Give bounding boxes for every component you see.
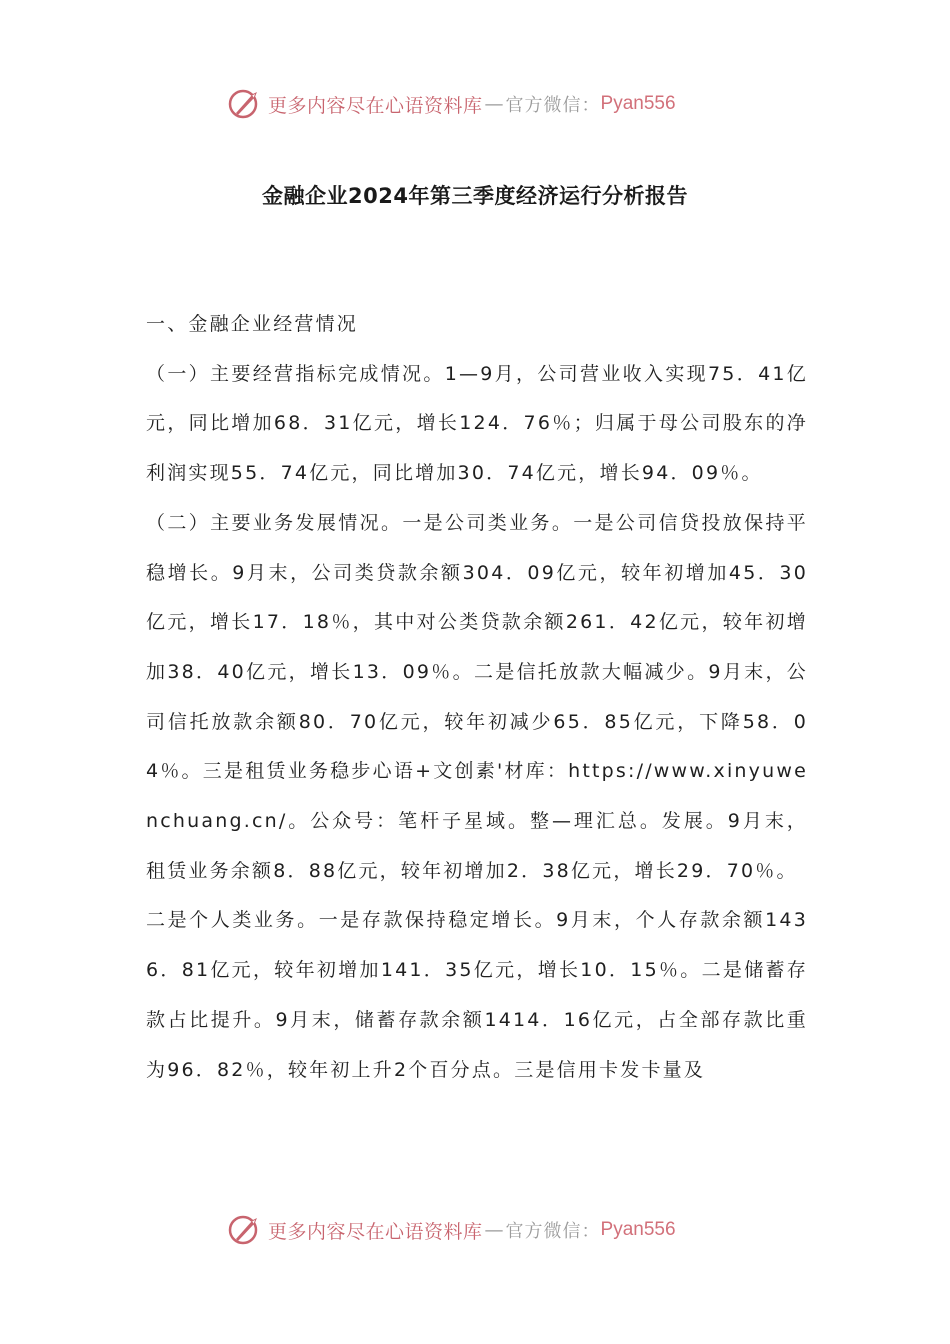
pen-logo-icon: [228, 87, 262, 121]
document-title: 金融企业2024年第三季度经济运行分析报告: [262, 184, 688, 208]
watermark-text: 更多内容尽在心语资料库: [268, 1220, 483, 1243]
watermark-contact-label: 官方微信：: [505, 1221, 601, 1242]
document-body: [146, 300, 808, 1095]
paragraph: （一）主要经营指标完成情况。1—9月，公司营业收入实现75．41亿元，同比增加68．31亿元，增长124．76％；归属于母公司股东的净利润实现55．74亿元，同比增加30．74亿元，增长94．09％。: [146, 362, 808, 485]
pen-logo-icon: [228, 1213, 262, 1247]
watermark-text: 更多内容尽在心语资料库: [268, 94, 483, 117]
paragraph: 二是个人类业务。一是存款保持稳定增长。9月末，个人存款余额1436．81亿元，较年初增加141．35亿元，增长10．15％。二是储蓄存款占比提升。9月末，储蓄存款余额1414．16亿元，占全部存款比重为96．82％，较年初上升2个百分点。三是信用卡发卡量及: [146, 909, 808, 1081]
watermark-dash: —: [484, 93, 504, 115]
watermark-wechat-id: Pyan556: [600, 1219, 676, 1240]
watermark-dash: —: [484, 1219, 504, 1241]
watermark-wechat-id: Pyan556: [600, 93, 676, 114]
watermark-contact-label: 官方微信：: [505, 95, 601, 116]
footer-watermark: [228, 1212, 676, 1248]
paragraph: （二）主要业务发展情况。一是公司类业务。一是公司信贷投放保持平稳增长。9月末，公司类贷款余额304．09亿元，较年初增加45．30亿元，增长17．18％，其中对公类贷款余额261．42亿元，较年初增加38．40亿元，增长13．09％。二是信托放款大幅减少。9月末，公司信托放款余额80．70亿元，较年初减少65．85亿元，下降58．04％。三是租赁业务稳步心语+文创素'材库：https://www.xinyuwenchuang.cn/。公众号：笔杆子星域。整—理汇总。发展。9月末，租赁业务余额8．88亿元，较年初增加2．38亿元，增长29．70％。: [146, 511, 808, 882]
section-heading: 一、金融企业经营情况: [146, 313, 359, 335]
header-watermark: [228, 86, 676, 122]
